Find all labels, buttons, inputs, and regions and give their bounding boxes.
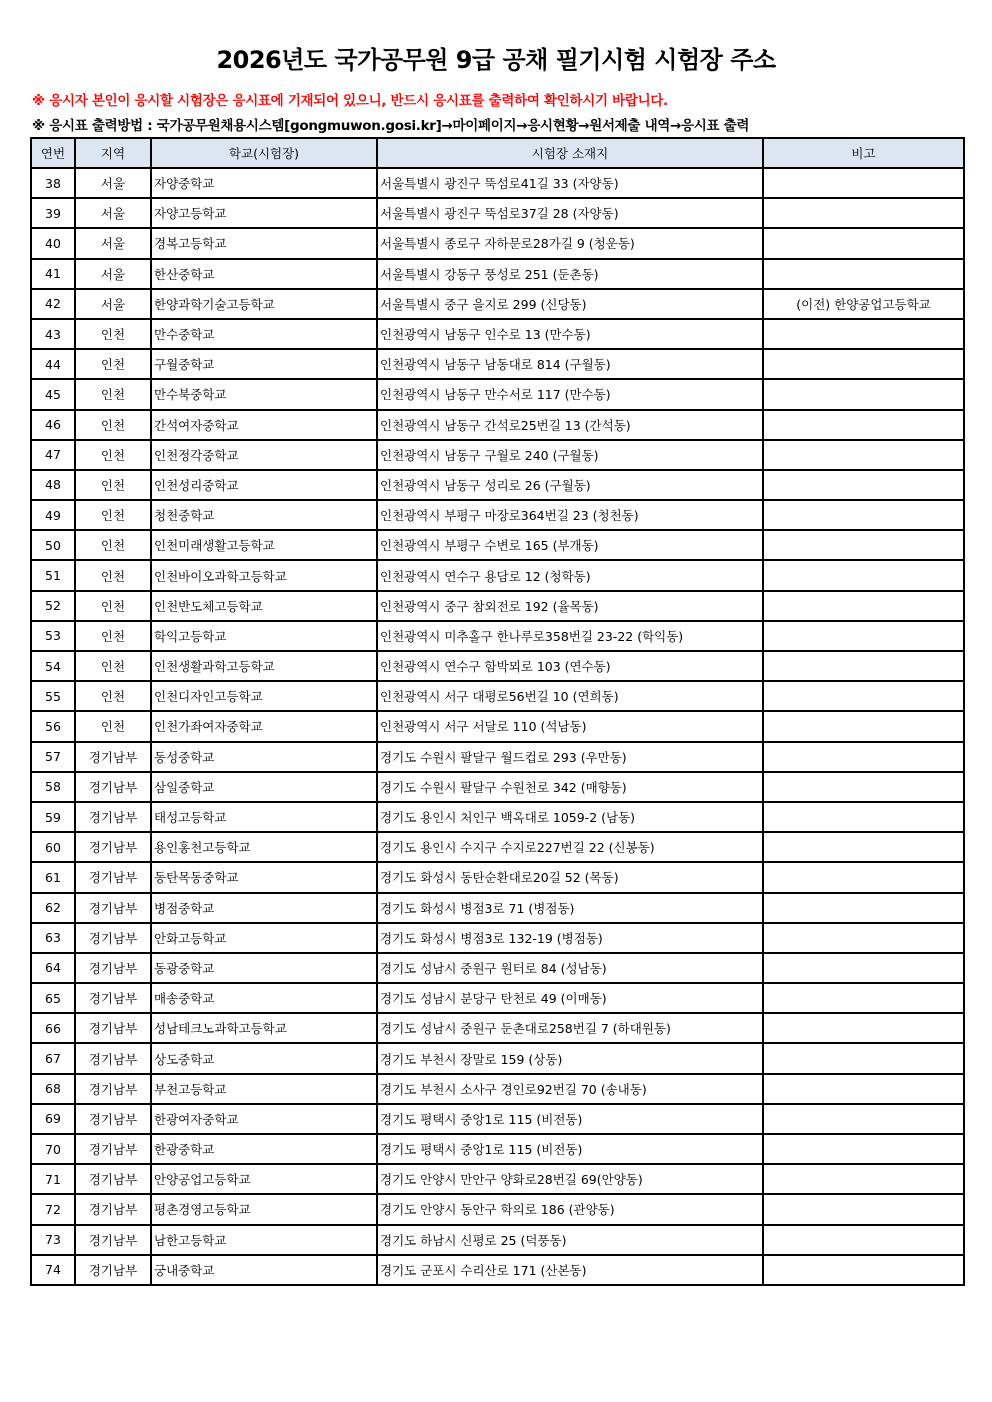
cell-remarks: [763, 681, 964, 711]
cell-region: 경기남부: [75, 862, 151, 892]
cell-address: 인천광역시 부평구 마장로364번길 23 (청천동): [377, 500, 763, 530]
cell-school: 경복고등학교: [151, 228, 377, 258]
table-row: [31, 862, 964, 892]
cell-address: 인천광역시 중구 참외전로 192 (율목동): [377, 591, 763, 621]
cell-remarks: [763, 742, 964, 772]
cell-school: 청천중학교: [151, 500, 377, 530]
cell-remarks: [763, 259, 964, 289]
cell-address: 경기도 성남시 중원구 원터로 84 (성남동): [377, 953, 763, 983]
cell-remarks: [763, 923, 964, 953]
cell-number: 63: [31, 923, 75, 953]
cell-school: 성남테크노과학고등학교: [151, 1013, 377, 1043]
table-row: [31, 1043, 964, 1073]
cell-address: 인천광역시 남동구 인수로 13 (만수동): [377, 319, 763, 349]
header-address: 시험장 소재지: [377, 138, 763, 168]
notice-print-method: ※ 응시표 출력방법 : 국가공무원채용시스템[gongmuwon.gosi.kr]→마이페이지→응시현황→원서제출 내역→응시표 출력: [32, 118, 750, 134]
table-row: [31, 591, 964, 621]
cell-region: 인천: [75, 319, 151, 349]
cell-region: 경기남부: [75, 1134, 151, 1164]
cell-address: 인천광역시 남동구 남동대로 814 (구월동): [377, 349, 763, 379]
cell-region: 경기남부: [75, 1194, 151, 1224]
cell-region: 인천: [75, 681, 151, 711]
cell-remarks: [763, 651, 964, 681]
cell-remarks: [763, 1134, 964, 1164]
header-school: 학교(시험장): [151, 138, 377, 168]
cell-region: 경기남부: [75, 923, 151, 953]
cell-number: 69: [31, 1104, 75, 1134]
cell-address: 인천광역시 미추홀구 한나루로358번길 23-22 (학익동): [377, 621, 763, 651]
cell-address: 인천광역시 연수구 용담로 12 (청학동): [377, 560, 763, 590]
cell-number: 72: [31, 1194, 75, 1224]
cell-remarks: [763, 410, 964, 440]
cell-school: 용인홍천고등학교: [151, 832, 377, 862]
cell-address: 경기도 평택시 중앙1로 115 (비전동): [377, 1104, 763, 1134]
cell-remarks: [763, 198, 964, 228]
cell-region: 서울: [75, 228, 151, 258]
table-row: [31, 681, 964, 711]
cell-remarks: [763, 772, 964, 802]
table-row: [31, 1164, 964, 1194]
cell-remarks: [763, 1043, 964, 1073]
cell-region: 서울: [75, 198, 151, 228]
cell-school: 인천미래생활고등학교: [151, 530, 377, 560]
cell-region: 인천: [75, 500, 151, 530]
cell-school: 부천고등학교: [151, 1074, 377, 1104]
cell-school: 인천가좌여자중학교: [151, 711, 377, 741]
cell-number: 71: [31, 1164, 75, 1194]
cell-region: 인천: [75, 379, 151, 409]
cell-number: 53: [31, 621, 75, 651]
cell-region: 경기남부: [75, 893, 151, 923]
cell-remarks: [763, 168, 964, 198]
cell-address: 경기도 성남시 분당구 탄천로 49 (이매동): [377, 983, 763, 1013]
cell-school: 한양과학기술고등학교: [151, 289, 377, 319]
cell-address: 인천광역시 서구 서달로 110 (석남동): [377, 711, 763, 741]
cell-school: 한산중학교: [151, 259, 377, 289]
table-row: [31, 259, 964, 289]
cell-remarks: [763, 802, 964, 832]
cell-school: 안화고등학교: [151, 923, 377, 953]
cell-number: 55: [31, 681, 75, 711]
table-row: [31, 983, 964, 1013]
cell-number: 58: [31, 772, 75, 802]
cell-remarks: [763, 228, 964, 258]
cell-remarks: [763, 470, 964, 500]
cell-region: 서울: [75, 168, 151, 198]
cell-remarks: [763, 862, 964, 892]
cell-number: 45: [31, 379, 75, 409]
cell-number: 74: [31, 1255, 75, 1285]
cell-address: 경기도 군포시 수리산로 171 (산본동): [377, 1255, 763, 1285]
cell-remarks: [763, 1194, 964, 1224]
cell-remarks: [763, 711, 964, 741]
cell-address: 인천광역시 남동구 만수서로 117 (만수동): [377, 379, 763, 409]
cell-school: 동탄목동중학교: [151, 862, 377, 892]
cell-address: 서울특별시 광진구 뚝섬로37길 28 (자양동): [377, 198, 763, 228]
cell-number: 57: [31, 742, 75, 772]
cell-address: 인천광역시 서구 대평로56번길 10 (연희동): [377, 681, 763, 711]
table-row: [31, 500, 964, 530]
cell-address: 경기도 안양시 동안구 학의로 186 (관양동): [377, 1194, 763, 1224]
cell-number: 70: [31, 1134, 75, 1164]
cell-remarks: [763, 319, 964, 349]
table-row: [31, 742, 964, 772]
table-row: [31, 289, 964, 319]
cell-address: 서울특별시 강동구 풍성로 251 (둔촌동): [377, 259, 763, 289]
cell-school: 인천디자인고등학교: [151, 681, 377, 711]
cell-address: 인천광역시 남동구 간석로25번길 13 (간석동): [377, 410, 763, 440]
table-row: [31, 228, 964, 258]
table-row: [31, 1134, 964, 1164]
cell-remarks: [763, 440, 964, 470]
table-row: [31, 802, 964, 832]
cell-address: 서울특별시 광진구 뚝섬로41길 33 (자양동): [377, 168, 763, 198]
cell-region: 경기남부: [75, 1164, 151, 1194]
cell-address: 경기도 수원시 팔달구 월드컵로 293 (우만동): [377, 742, 763, 772]
table-row: [31, 168, 964, 198]
cell-remarks: [763, 983, 964, 1013]
cell-number: 68: [31, 1074, 75, 1104]
cell-region: 인천: [75, 711, 151, 741]
cell-school: 인천반도체고등학교: [151, 591, 377, 621]
cell-number: 40: [31, 228, 75, 258]
cell-region: 경기남부: [75, 1225, 151, 1255]
cell-address: 인천광역시 남동구 구월로 240 (구월동): [377, 440, 763, 470]
cell-school: 안양공업고등학교: [151, 1164, 377, 1194]
table-row: [31, 349, 964, 379]
cell-region: 경기남부: [75, 772, 151, 802]
page-title: 2026년도 국가공무원 9급 공채 필기시험 시험장 주소: [216, 46, 776, 74]
cell-number: 62: [31, 893, 75, 923]
cell-school: 매송중학교: [151, 983, 377, 1013]
table-row: [31, 470, 964, 500]
cell-address: 경기도 부천시 장말로 159 (상동): [377, 1043, 763, 1073]
cell-number: 51: [31, 560, 75, 590]
cell-region: 인천: [75, 410, 151, 440]
cell-region: 서울: [75, 289, 151, 319]
cell-remarks: [763, 1225, 964, 1255]
cell-school: 자양고등학교: [151, 198, 377, 228]
cell-school: 남한고등학교: [151, 1225, 377, 1255]
cell-address: 경기도 안양시 만안구 양화로28번길 69(안양동): [377, 1164, 763, 1194]
cell-remarks: [763, 530, 964, 560]
cell-address: 경기도 성남시 중원구 둔촌대로258번길 7 (하대원동): [377, 1013, 763, 1043]
cell-school: 상도중학교: [151, 1043, 377, 1073]
cell-remarks: [763, 621, 964, 651]
cell-number: 43: [31, 319, 75, 349]
cell-remarks: [763, 1013, 964, 1043]
cell-number: 65: [31, 983, 75, 1013]
cell-number: 52: [31, 591, 75, 621]
table-row: [31, 198, 964, 228]
table-row: [31, 440, 964, 470]
table-body: [31, 168, 964, 1285]
cell-number: 54: [31, 651, 75, 681]
table-row: [31, 1013, 964, 1043]
cell-school: 인천생활과학고등학교: [151, 651, 377, 681]
table-row: [31, 560, 964, 590]
cell-school: 인천성리중학교: [151, 470, 377, 500]
cell-number: 44: [31, 349, 75, 379]
table-row: [31, 1255, 964, 1285]
table-row: [31, 410, 964, 440]
cell-school: 삼일중학교: [151, 772, 377, 802]
table-row: [31, 319, 964, 349]
cell-address: 경기도 화성시 동탄순환대로20길 52 (목동): [377, 862, 763, 892]
table-row: [31, 530, 964, 560]
cell-school: 만수중학교: [151, 319, 377, 349]
table-row: [31, 923, 964, 953]
cell-address: 경기도 화성시 병점3로 132-19 (병점동): [377, 923, 763, 953]
cell-remarks: [763, 560, 964, 590]
cell-region: 경기남부: [75, 1074, 151, 1104]
cell-number: 48: [31, 470, 75, 500]
cell-address: 경기도 용인시 수지구 수지로227번길 22 (신봉동): [377, 832, 763, 862]
cell-region: 경기남부: [75, 802, 151, 832]
cell-address: 서울특별시 종로구 자하문로28가길 9 (청운동): [377, 228, 763, 258]
cell-region: 인천: [75, 651, 151, 681]
cell-school: 태성고등학교: [151, 802, 377, 832]
cell-number: 39: [31, 198, 75, 228]
cell-school: 구월중학교: [151, 349, 377, 379]
cell-region: 서울: [75, 259, 151, 289]
table-row: [31, 1225, 964, 1255]
cell-school: 인천정각중학교: [151, 440, 377, 470]
cell-school: 인천바이오과학고등학교: [151, 560, 377, 590]
table-row: [31, 893, 964, 923]
cell-region: 인천: [75, 621, 151, 651]
table-row: [31, 832, 964, 862]
cell-address: 경기도 수원시 팔달구 수원천로 342 (매향동): [377, 772, 763, 802]
cell-region: 경기남부: [75, 832, 151, 862]
cell-number: 47: [31, 440, 75, 470]
cell-remarks: [763, 591, 964, 621]
cell-number: 73: [31, 1225, 75, 1255]
cell-school: 궁내중학교: [151, 1255, 377, 1285]
cell-number: 56: [31, 711, 75, 741]
table-row: [31, 1074, 964, 1104]
cell-region: 경기남부: [75, 1104, 151, 1134]
cell-address: 경기도 부천시 소사구 경인로92번길 70 (송내동): [377, 1074, 763, 1104]
cell-number: 61: [31, 862, 75, 892]
cell-remarks: [763, 349, 964, 379]
cell-region: 경기남부: [75, 1013, 151, 1043]
table-header-row: [31, 138, 964, 168]
cell-remarks: [763, 1164, 964, 1194]
cell-region: 인천: [75, 560, 151, 590]
cell-address: 경기도 화성시 병점3로 71 (병점동): [377, 893, 763, 923]
cell-remarks: [763, 500, 964, 530]
cell-address: 인천광역시 연수구 함박뫼로 103 (연수동): [377, 651, 763, 681]
table-row: [31, 711, 964, 741]
cell-address: 경기도 평택시 중앙1로 115 (비전동): [377, 1134, 763, 1164]
cell-number: 64: [31, 953, 75, 983]
cell-number: 49: [31, 500, 75, 530]
cell-number: 41: [31, 259, 75, 289]
cell-region: 인천: [75, 530, 151, 560]
cell-region: 경기남부: [75, 953, 151, 983]
cell-number: 66: [31, 1013, 75, 1043]
cell-school: 평촌경영고등학교: [151, 1194, 377, 1224]
cell-school: 병점중학교: [151, 893, 377, 923]
cell-school: 한광중학교: [151, 1134, 377, 1164]
cell-number: 67: [31, 1043, 75, 1073]
table-row: [31, 379, 964, 409]
cell-address: 인천광역시 남동구 성리로 26 (구월동): [377, 470, 763, 500]
cell-region: 경기남부: [75, 1255, 151, 1285]
cell-school: 동성중학교: [151, 742, 377, 772]
cell-school: 한광여자중학교: [151, 1104, 377, 1134]
cell-remarks: [763, 1255, 964, 1285]
cell-region: 경기남부: [75, 1043, 151, 1073]
cell-school: 만수북중학교: [151, 379, 377, 409]
cell-region: 인천: [75, 440, 151, 470]
cell-address: 서울특별시 중구 을지로 299 (신당동): [377, 289, 763, 319]
cell-address: 경기도 하남시 신평로 25 (덕풍동): [377, 1225, 763, 1255]
cell-number: 38: [31, 168, 75, 198]
cell-remarks: [763, 893, 964, 923]
cell-school: 자양중학교: [151, 168, 377, 198]
cell-remarks: [763, 1074, 964, 1104]
cell-number: 42: [31, 289, 75, 319]
cell-remarks: [763, 379, 964, 409]
cell-remarks: [763, 953, 964, 983]
header-number: 연번: [31, 138, 75, 168]
cell-school: 동광중학교: [151, 953, 377, 983]
cell-remarks: (이전) 한양공업고등학교: [763, 289, 964, 319]
table-row: [31, 772, 964, 802]
cell-school: 학익고등학교: [151, 621, 377, 651]
cell-remarks: [763, 1104, 964, 1134]
table-row: [31, 1104, 964, 1134]
exam-site-table: [30, 137, 965, 1286]
cell-address: 경기도 용인시 처인구 백옥대로 1059-2 (남동): [377, 802, 763, 832]
table-row: [31, 621, 964, 651]
cell-region: 경기남부: [75, 983, 151, 1013]
table-row: [31, 1194, 964, 1224]
cell-school: 간석여자중학교: [151, 410, 377, 440]
header-region: 지역: [75, 138, 151, 168]
cell-number: 59: [31, 802, 75, 832]
cell-region: 경기남부: [75, 742, 151, 772]
cell-region: 인천: [75, 349, 151, 379]
cell-region: 인천: [75, 591, 151, 621]
cell-number: 50: [31, 530, 75, 560]
table-row: [31, 953, 964, 983]
cell-number: 60: [31, 832, 75, 862]
cell-number: 46: [31, 410, 75, 440]
cell-address: 인천광역시 부평구 수변로 165 (부개동): [377, 530, 763, 560]
cell-region: 인천: [75, 470, 151, 500]
cell-remarks: [763, 832, 964, 862]
notice-warning: ※ 응시자 본인이 응시할 시험장은 응시표에 기재되어 있으니, 반드시 응시표를 출력하여 확인하시기 바랍니다.: [32, 93, 668, 109]
header-remarks: 비고: [763, 138, 964, 168]
table-row: [31, 651, 964, 681]
